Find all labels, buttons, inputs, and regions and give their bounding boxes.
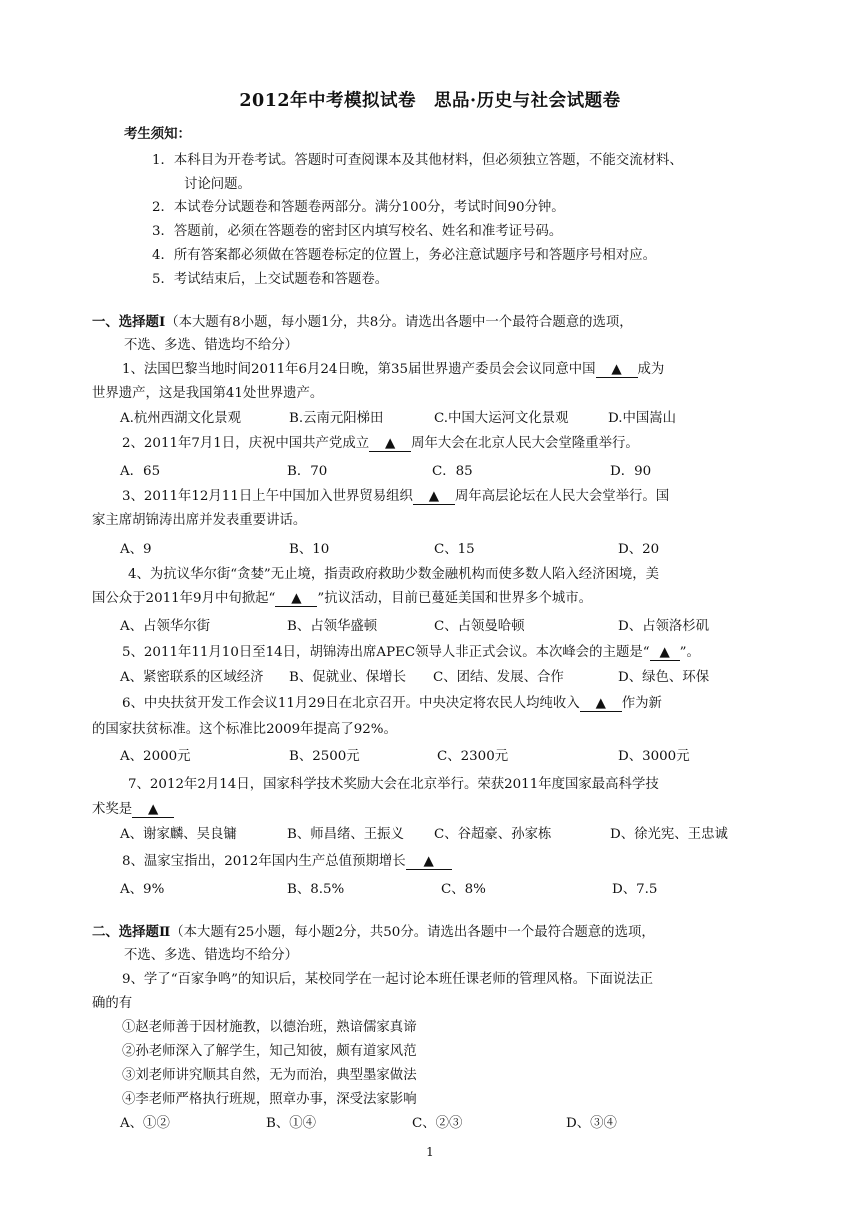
option-c: C.中国大运河文化景观	[434, 411, 569, 426]
option-b: B．70	[287, 464, 328, 479]
option-c: C、②③	[412, 1116, 463, 1131]
question-5	[122, 641, 700, 661]
option-d: D、3000元	[618, 749, 690, 764]
answer-blank: ▲	[650, 645, 680, 661]
notice-item: 讨论问题。	[184, 177, 251, 192]
page-number: 1	[426, 1145, 434, 1159]
option-c: C、团结、发展、合作	[433, 670, 564, 685]
option-b: B、占领华盛顿	[287, 619, 378, 634]
option-a: A、①②	[120, 1116, 170, 1131]
question-text: 6、中央扶贫开发工作会议11月29日在北京召开。中央决定将农民人均纯收入	[122, 696, 580, 711]
question-text: 5、2011年11月10日至14日，胡锦涛出席APEC领导人非正式会议。本次峰会的主题是“	[122, 645, 650, 660]
section1-desc: （本大题有8小题，每小题1分，共8分。请选出各题中一个最符合题意的选项，	[165, 315, 633, 330]
question-4-cont	[92, 587, 592, 607]
question-7-cont	[92, 798, 174, 818]
option-b: B、10	[289, 542, 330, 557]
question-3	[122, 485, 669, 505]
question-8	[122, 850, 452, 870]
option-d: D、绿色、环保	[618, 670, 710, 685]
notice-item: 4．所有答案都必须做在答题卷标定的位置上，务必注意试题序号和答题序号相对应。	[152, 248, 656, 263]
question-text: ”。	[679, 645, 700, 660]
question-text: 8、温家宝指出，2012年国内生产总值预期增长	[122, 854, 406, 869]
section1-desc-cont: 不选、多选、错选均不给分）	[124, 338, 299, 353]
statement-1: ①赵老师善于因材施教，以德治班，熟谙儒家真谛	[122, 1020, 417, 1035]
question-text: 1、法国巴黎当地时间2011年6月24日晚，第35届世界遗产委员会会议同意中国	[122, 362, 596, 377]
option-a: A、9%	[120, 882, 165, 897]
answer-blank: ▲	[406, 854, 452, 870]
statement-2: ②孙老师深入了解学生，知己知彼，颇有道家风范	[122, 1044, 417, 1059]
option-a: A．65	[120, 464, 161, 479]
answer-blank: ▲	[413, 489, 455, 505]
section2-label: 二、选择题Ⅱ	[92, 924, 171, 940]
answer-blank: ▲	[580, 696, 622, 712]
question-text: 国公众于2011年9月中旬掀起“	[92, 591, 276, 606]
option-d: D、③④	[566, 1116, 617, 1131]
answer-blank: ▲	[275, 591, 317, 607]
option-a: A、占领华尔街	[120, 619, 211, 634]
question-text: 周年大会在北京人民大会堂隆重举行。	[411, 436, 639, 451]
question-1-cont: 世界遗产，这是我国第41处世界遗产。	[92, 386, 324, 401]
option-d: D、占领洛杉矶	[618, 619, 710, 634]
statement-3: ③刘老师讲究顺其自然，无为而治，典型墨家做法	[122, 1068, 417, 1083]
option-b: B、2500元	[289, 749, 360, 764]
option-c: C、占领曼哈顿	[434, 619, 525, 634]
section1-heading	[92, 311, 633, 330]
option-b: B、促就业、保增长	[289, 670, 406, 685]
page-title: 2012年中考模拟试卷 思品·历史与社会试题卷	[239, 91, 621, 111]
question-6-cont: 的国家扶贫标准。这个标准比2009年提高了92%。	[92, 722, 397, 737]
question-9: 9、学了“百家争鸣”的知识后，某校同学在一起讨论本班任课老师的管理风格。下面说法正	[122, 972, 654, 987]
notice-item: 2．本试卷分试题卷和答题卷两部分。满分100分，考试时间90分钟。	[152, 200, 565, 215]
notice-item: 3．答题前，必须在答题卷的密封区内填写校名、姓名和准考证号码。	[152, 224, 563, 239]
notice-item: 5．考试结束后，上交试题卷和答题卷。	[152, 272, 389, 287]
question-text: 周年高层论坛在人民大会堂举行。国	[454, 489, 670, 504]
notice-item: 1．本科目为开卷考试。答题时可查阅课本及其他材料，但必须独立答题，不能交流材料、	[152, 153, 683, 168]
question-6	[122, 692, 662, 712]
option-c: C、2300元	[437, 749, 509, 764]
option-c: C、15	[434, 542, 475, 557]
section2-desc: （本大题有25小题，每小题2分，共50分。请选出各题中一个最符合题意的选项，	[170, 925, 655, 940]
answer-blank: ▲	[369, 436, 411, 452]
question-4: 4、为抗议华尔街“贪婪”无止境，指责政府救助少数金融机构而使多数人陷入经济困境，美	[128, 567, 660, 582]
option-a: A、紧密联系的区域经济	[120, 670, 264, 685]
question-text: ”抗议活动，目前已蔓延美国和世界多个城市。	[317, 591, 593, 606]
question-9-cont: 确的有	[92, 996, 133, 1011]
option-a: A、2000元	[120, 749, 191, 764]
statement-4: ④李老师严格执行班规，照章办事，深受法家影响	[122, 1092, 417, 1107]
option-a: A.杭州西湖文化景观	[120, 411, 242, 426]
option-b: B、师昌绪、王振义	[287, 827, 404, 842]
section2-desc-cont: 不选、多选、错选均不给分）	[124, 948, 299, 963]
option-a: A、9	[120, 542, 152, 557]
answer-blank: ▲	[596, 362, 638, 378]
question-7: 7、2012年2月14日，国家科学技术奖励大会在北京举行。荣获2011年度国家最高科学技	[128, 777, 659, 792]
question-text: 2、2011年7月1日，庆祝中国共产党成立	[122, 436, 370, 451]
option-c: C、谷超豪、孙家栋	[434, 827, 552, 842]
question-text: 3、2011年12月11日上午中国加入世界贸易组织	[122, 489, 413, 504]
notice-heading: 考生须知：	[124, 126, 191, 142]
question-text: 作为新	[621, 696, 662, 711]
question-text: 成为	[637, 362, 665, 377]
option-c: C．85	[432, 464, 473, 479]
option-a: A、谢家麟、吴良镛	[120, 827, 237, 842]
option-d: D、20	[618, 542, 660, 557]
option-b: B、①④	[266, 1116, 317, 1131]
answer-blank: ▲	[132, 802, 174, 818]
option-d: D．90	[610, 464, 652, 479]
option-b: B、8.5%	[287, 882, 345, 897]
option-d: D、徐光宪、王忠诚	[610, 827, 728, 842]
option-b: B.云南元阳梯田	[289, 411, 384, 426]
question-3-cont: 家主席胡锦涛出席并发表重要讲话。	[92, 513, 307, 528]
question-2	[122, 432, 639, 452]
option-d: D、7.5	[612, 882, 658, 897]
option-c: C、8%	[441, 882, 486, 897]
option-d: D.中国嵩山	[608, 411, 677, 426]
section1-label: 一、选择题Ⅰ	[92, 314, 166, 330]
section2-heading	[92, 921, 655, 940]
question-text: 术奖是	[92, 802, 133, 817]
question-1	[122, 358, 664, 378]
